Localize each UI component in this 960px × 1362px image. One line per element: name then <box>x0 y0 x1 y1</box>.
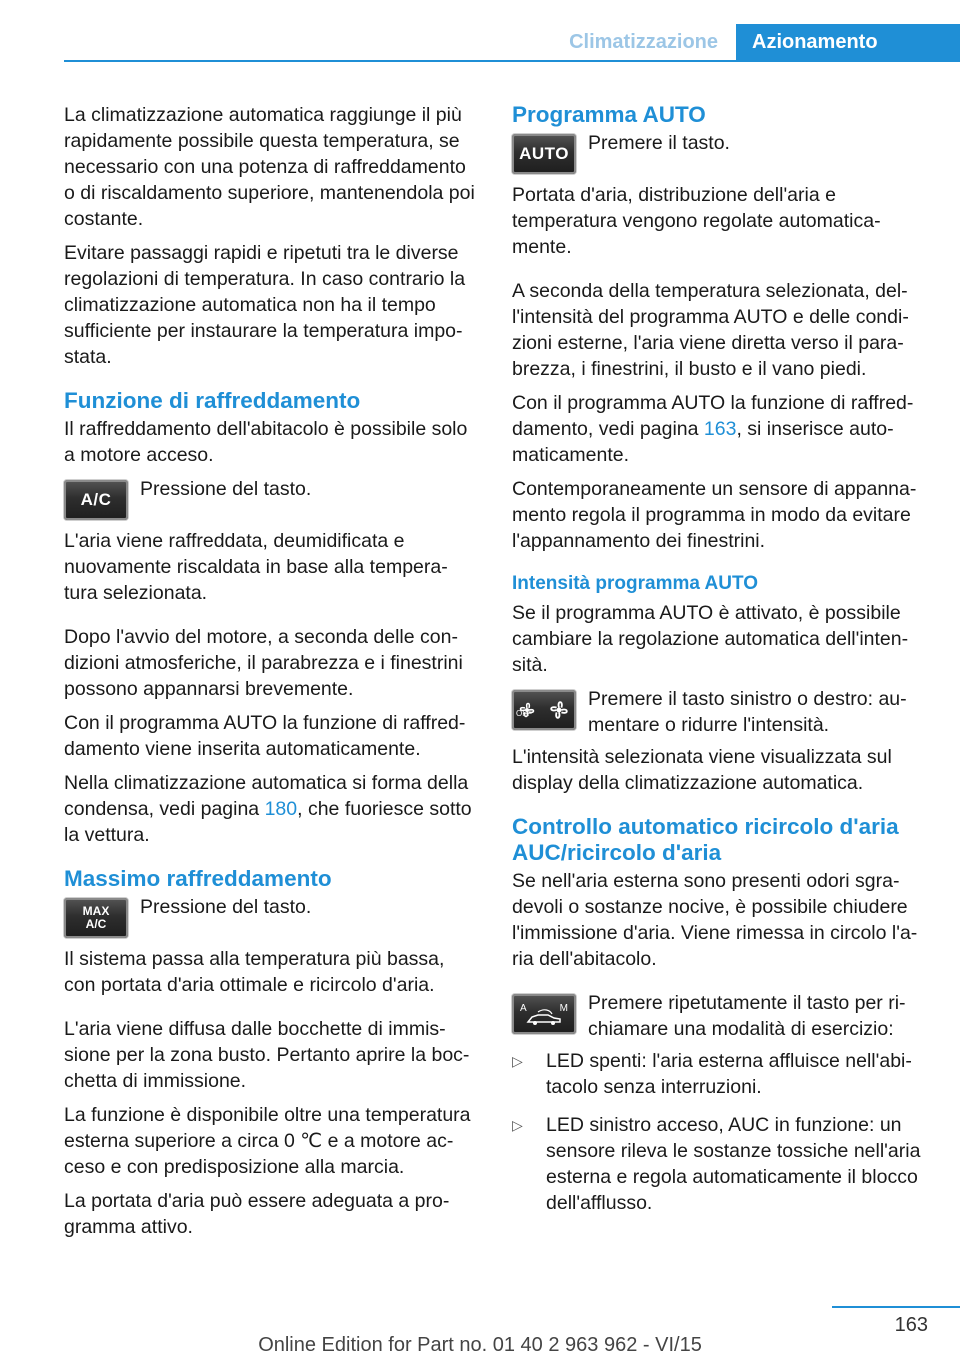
button-instruction: Pressione del tasto. <box>140 478 312 500</box>
max-ac-button-row <box>64 894 480 946</box>
heading-auto-program: Programma AUTO <box>512 102 706 127</box>
off-label: OFF <box>516 709 532 718</box>
paragraph: L'intensità selezionata viene visualizzata sul display della climatizzazione automatica. <box>512 746 892 794</box>
auc-button-row <box>512 990 928 1042</box>
paragraph <box>64 770 480 848</box>
paragraph <box>512 390 928 468</box>
max-ac-label-bottom: A/C <box>85 917 107 931</box>
auto-button-icon <box>512 134 576 174</box>
edition-footer: Online Edition for Part no. 01 40 2 963 962 - VI/15 <box>258 1334 702 1356</box>
arrow-bullet-icon: ▷ <box>512 1117 523 1133</box>
paragraph: L'aria viene raffreddata, deumidificata e nuovamente riscaldata in base alla tempera-tura selezionata. <box>64 530 448 604</box>
car-recirculation-icon <box>524 1008 564 1028</box>
right-column <box>512 102 928 1228</box>
paragraph: La funzione è disponibile oltre una temperatura esterna superiore a circa 0 ℃ e a motore ac-ceso e con predisposizione alla marcia. <box>64 1104 471 1178</box>
button-instruction: Premere il tasto. <box>588 132 730 154</box>
heading-auc: Controllo automatico ricircolo d'aria AUC/ricircolo d'aria <box>512 814 899 865</box>
paragraph: Se il programma AUTO è attivato, è possibile cambiare la regolazione automatica dell'inten-sità. <box>512 602 909 676</box>
auc-button-icon <box>512 994 576 1034</box>
button-instruction: Pressione del tasto. <box>140 896 312 918</box>
paragraph: A seconda della temperatura selezionata, del-l'intensità del programma AUTO e delle condi-zioni esterne, l'aria viene diretta verso il para-brezza, i finestrini, il busto e il vano piedi. <box>512 280 909 380</box>
auto-button-label: AUTO <box>519 144 569 163</box>
paragraph: La portata d'aria può essere adeguata a pro-gramma attivo. <box>64 1190 450 1238</box>
heading-max-cooling: Massimo raffreddamento <box>64 866 332 891</box>
button-instruction: Premere il tasto sinistro o destro: au-mentare o ridurre l'intensità. <box>588 688 907 736</box>
paragraph: Portata d'aria, distribuzione dell'aria e temperatura vengono regolate automatica-mente. <box>512 184 881 258</box>
paragraph: La climatizzazione automatica raggiunge il più rapidamente possibile questa temperatura, se necessario con una potenza di raffreddamento o di riscaldamento superiore, mantenendola poi costante. <box>64 104 475 230</box>
heading-auto-intensity: Intensità programma AUTO <box>512 573 758 594</box>
list-item-text: LED spenti: l'aria esterna affluisce nell'abi-tacolo senza interruzioni. <box>546 1050 912 1098</box>
intensity-button-row <box>512 686 928 738</box>
text-segment: , che fuoriesce sotto la vettura. <box>64 798 472 846</box>
auc-label-a: A <box>520 1003 527 1014</box>
heading-cooling-function: Funzione di raffreddamento <box>64 388 361 413</box>
list-item <box>512 1112 928 1216</box>
mode-list <box>512 1048 928 1216</box>
arrow-bullet-icon: ▷ <box>512 1053 523 1069</box>
text-segment: Nella climatizzazione automatica si forma della condensa, vedi pagina <box>64 772 469 820</box>
auc-label-m: M <box>559 1003 568 1014</box>
text-segment: , si inserisce auto-maticamente. <box>512 418 894 466</box>
list-item-text: LED sinistro acceso, AUC in funzione: un sensore rileva le sostanze tossiche nell'aria esterna e regola automaticamente il blocco dell'afflusso. <box>546 1114 921 1214</box>
page-number: 163 <box>894 1314 928 1336</box>
auto-button-row <box>512 130 928 182</box>
page-link-163[interactable]: 163 <box>703 418 737 440</box>
page-link-180[interactable]: 180 <box>264 798 298 820</box>
paragraph: Contemporaneamente un sensore di appanna-mento regola il programma in modo da evitare l'appannamento dei finestrini. <box>512 478 917 552</box>
footer-rule <box>832 1306 960 1308</box>
max-ac-label-top: MAX <box>82 904 110 918</box>
ac-button-icon <box>64 480 128 520</box>
ac-button-row <box>64 476 480 528</box>
header-chapter-tab[interactable]: Azionamento <box>736 24 960 62</box>
paragraph: Dopo l'avvio del motore, a seconda delle con-dizioni atmosferiche, il parabrezza e i finestrini possono appannarsi brevemente. <box>64 626 463 700</box>
paragraph: Il sistema passa alla temperatura più bassa, con portata d'aria ottimale e ricircolo d'aria. <box>64 948 445 996</box>
button-instruction: Premere ripetutamente il tasto per ri-chiamare una modalità di esercizio: <box>588 992 906 1040</box>
paragraph: Evitare passaggi rapidi e ripetuti tra le diverse regolazioni di temperatura. In caso contrario la climatizzazione automatica non ha il tempo sufficiente per instaurare la temperatura impo-stata. <box>64 242 466 368</box>
paragraph: L'aria viene diffusa dalle bocchette di immis-sione per la zona busto. Pertanto aprire la boc-chetta di immissione. <box>64 1018 470 1092</box>
header-section-tab[interactable]: Climatizzazione <box>569 31 718 53</box>
max-ac-button-icon <box>64 898 128 938</box>
text-segment: Con il programma AUTO la funzione di raffred-damento, vedi pagina <box>512 392 914 440</box>
left-column <box>64 102 480 1248</box>
ac-button-label: A/C <box>80 490 112 509</box>
list-item <box>512 1048 928 1100</box>
paragraph: Se nell'aria esterna sono presenti odori sgra-devoli o sostanze nocive, è possibile chiudere l'immissione d'aria. Viene rimessa in circolo l'a-ria dell'abitacolo. <box>512 870 918 970</box>
fan-large-icon <box>547 698 571 722</box>
paragraph: Il raffreddamento dell'abitacolo è possibile solo a motore acceso. <box>64 418 468 466</box>
intensity-button-icon <box>512 690 576 730</box>
paragraph: Con il programma AUTO la funzione di raffred-damento viene inserita automaticamente. <box>64 712 466 760</box>
